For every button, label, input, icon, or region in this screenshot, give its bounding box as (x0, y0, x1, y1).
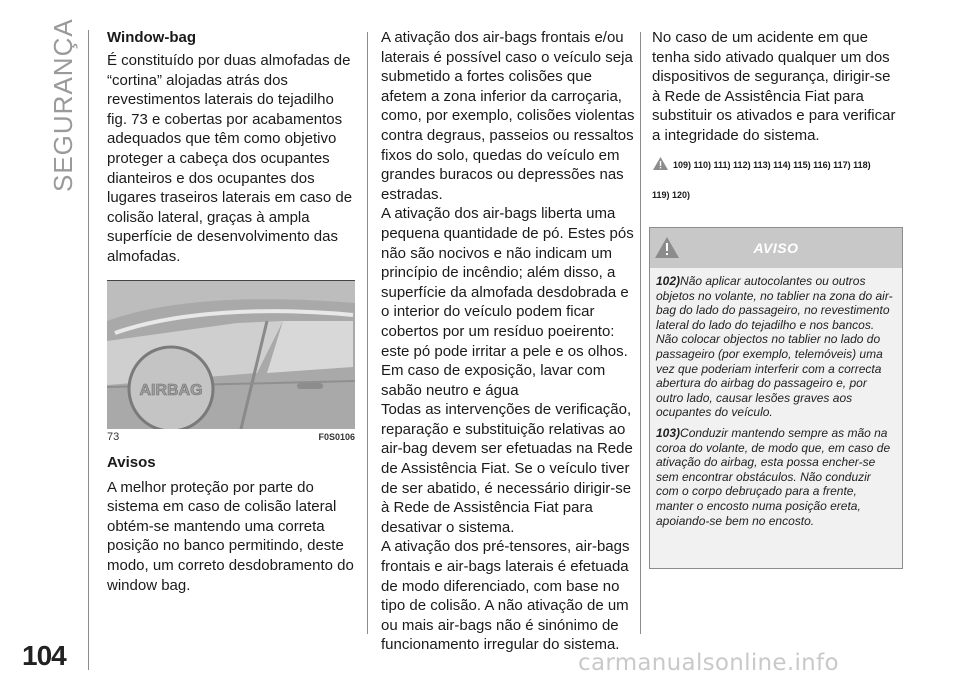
warning-references (652, 156, 902, 201)
warning-item-text: Conduzir mantendo sempre as mão na coroa do volante, de modo que, em caso de ativação do airbag, esta possa encher-se sem encontrar obstáculos. Não conduzir com o corpo debruçado para a frente, manter o encosto numa posição ereta, apoiando-se bem no encosto. (656, 425, 891, 528)
column-1 (107, 28, 355, 595)
figure-caption (107, 430, 355, 444)
avisos-text: A melhor proteção por parte do sistema em caso de colisão lateral obtém-se mantendo uma correta posição no banco permitindo, deste modo, um correto desdobramento do window bag. (107, 478, 354, 594)
warning-item-number: 102) (656, 274, 681, 288)
section-heading-avisos: Avisos (107, 453, 156, 471)
warning-body (650, 268, 902, 528)
section-heading-window-bag: Window-bag (107, 29, 197, 46)
paragraph: A ativação dos air-bags liberta uma pequena quantidade de pó. Estes pós não são nocivos e não indicam um princípio de incêndio; além disso, a superfície da almofada desdobrada e o interior do veículo podem ficar cobertos por um resíduo poeirento: este pó pode irritar a pele e os olhos. Em caso de exposição, lavar com sabão neutro e água (381, 205, 634, 399)
side-divider (88, 30, 89, 670)
paragraph: No caso de um acidente em que tenha sido ativado qualquer um dos dispositivos de segurança, dirigir-se à Rede de Assistência Fiat para substituir os ativados e para verificar a integridade do sistema. (652, 29, 896, 144)
column-divider (640, 32, 641, 634)
warning-title: AVISO (753, 240, 799, 256)
figure-number: 73 (107, 430, 120, 443)
warning-item-number: 103) (656, 425, 681, 440)
column-divider (367, 32, 368, 634)
watermark: carmanualsonline.info (578, 650, 839, 676)
column-3 (652, 28, 902, 201)
reference-list: 109) 110) 111) 112) 113) 114) 115) 116) 117) 118) (673, 159, 871, 170)
figure-code: F0S0106 (318, 431, 355, 442)
warning-box (649, 227, 903, 569)
window-bag-description: É constituído por duas almofadas de “cortina” alojadas atrás dos revestimentos laterais do tejadilho fig. 73 e cobertas por acabamentos adequados que têm como objetivo proteger a cabeça dos ocupantes dianteiros e dos ocupantes dos lugares traseiros laterais em caso de colisão lateral, graças à ampla superfície de desenvolvimento das almofadas. (107, 52, 353, 265)
section-label-text: SEGURANÇA (48, 18, 78, 192)
warning-item (656, 274, 896, 420)
reference-list: 119) 120) (652, 189, 691, 200)
page-number: 104 (22, 640, 66, 671)
paragraph: A ativação dos air-bags frontais e/ou laterais é possível caso o veículo seja submetido a fortes colisões que afetem a zona inferior da carroçaria, como, por exemplo, colisões violentas contra degraus, passeios ou ressaltos fixos do solo, quedas do veículo em grandes buracos ou depressões nas estradas. (381, 29, 635, 203)
warning-triangle-icon (652, 156, 669, 171)
warning-header (650, 228, 902, 268)
paragraph: A ativação dos pré-tensores, air-bags frontais e air-bags laterais é efetuada de modo diferenciado, com base no tipo de colisão. A não ativação de um ou mais air-bags não é sinónimo de funcionamento irregular do sistema. (381, 538, 630, 654)
airbag-figure (107, 281, 355, 429)
column-2 (381, 28, 635, 655)
paragraph: Todas as intervenções de verificação, reparação e substituição relativas ao air-bag devem ser efetuadas na Rede de Assistência Fiat. Se o veículo tiver de ser abatido, é necessário dirigir-se à Rede de Assistência Fiat para desativar o sistema. (381, 401, 633, 536)
warning-triangle-icon (654, 236, 680, 259)
airbag-badge-text: AIRBAG (139, 381, 203, 399)
warning-item (656, 426, 896, 528)
section-label (48, 18, 78, 192)
warning-item-text: Não aplicar autocolantes ou outros objetos no volante, no tablier na zona do air-bag do lado do passageiro, no revestimento lateral do lado do tejadilho e nos bancos. Não colocar objectos no tablier no lado do passageiro (por exemplo, telemóveis) uma vez que poderiam interferir com a correcta abertura do airbag do passageiro e, por outro lado, causar lesões graves aos ocupantes do veículo. (656, 274, 893, 420)
